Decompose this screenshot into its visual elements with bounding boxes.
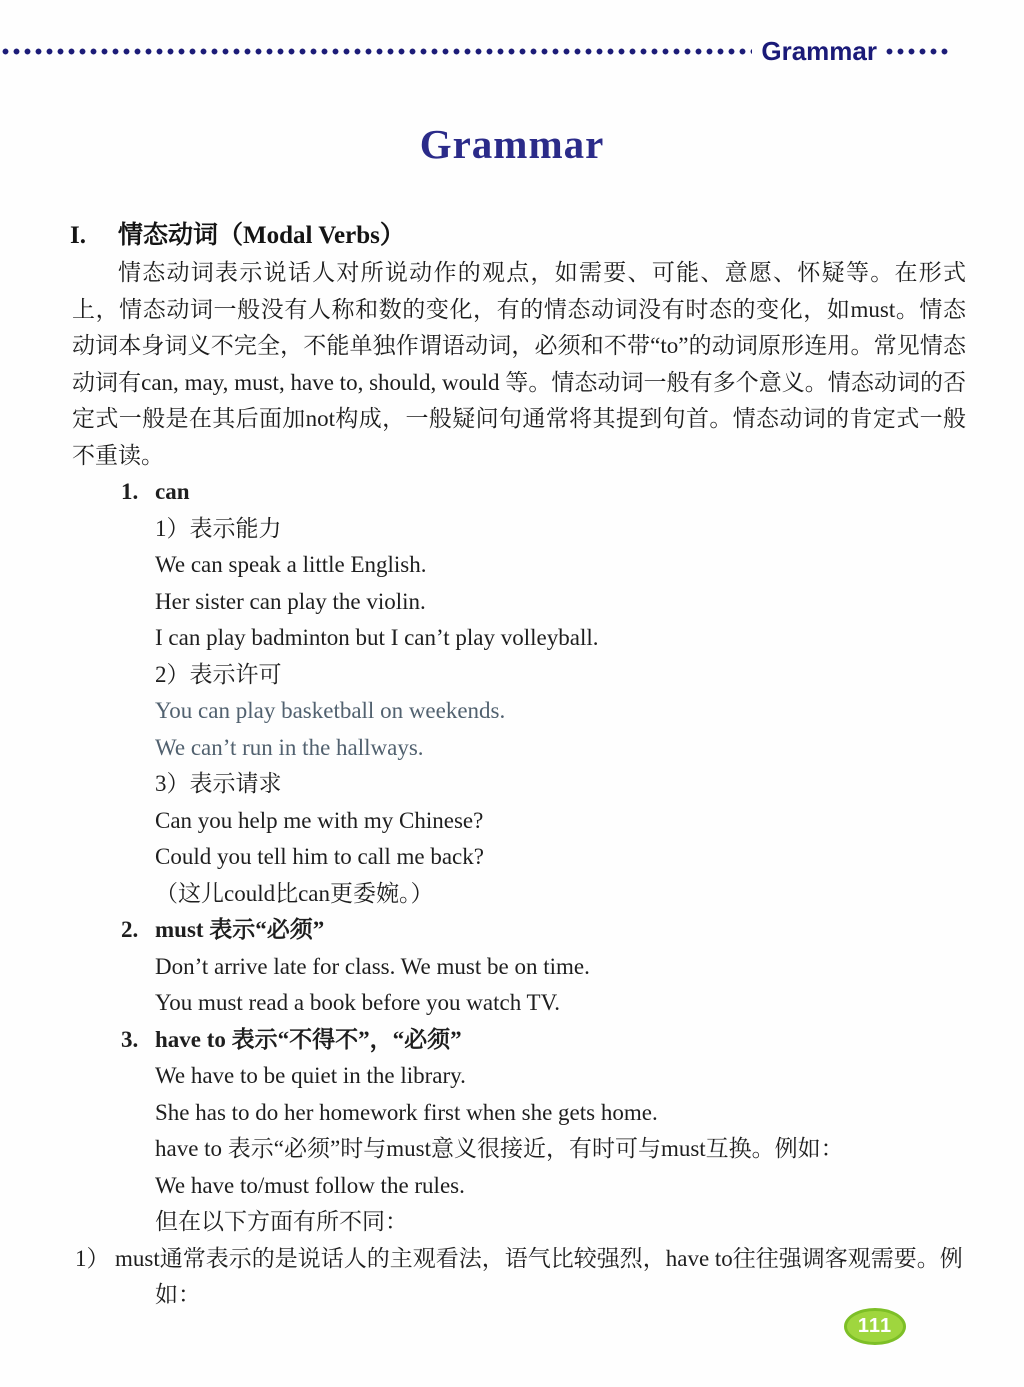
example-sentence [155,949,966,986]
line-text: have to 表示“不得不”，“必须” [155,1026,462,1052]
line-text: can [155,479,190,504]
line-text: I can play badminton but I can’t play volleyball. [155,625,599,650]
line-text: must 表示“必须” [155,917,325,942]
line-text: Can you help me with my Chinese? [155,807,484,833]
line-number: 3. [121,1026,139,1052]
section-number: I. [70,222,86,249]
example-sentence [155,985,966,1022]
example-sentence [155,730,966,767]
body-line [155,1204,966,1241]
line-text: You can play basketball on weekends. [155,698,506,723]
body-line [155,766,966,803]
section-heading [70,218,966,254]
body-line: 1） must通常表示的是说话人的主观看法，语气比较强烈，have to往往强调客观需要。例如： [75,1245,963,1307]
dotted-rule-left [2,48,752,55]
body-line [121,912,966,949]
body-line [121,1022,966,1059]
line-text: We have to/must follow the rules. [155,1172,465,1198]
line-text: must通常表示的是说话人的主观看法，语气比较强烈，have to往往强调客观需要。例如： [115,1245,963,1307]
example-sentence [155,693,966,730]
line-text: Her sister can play the violin. [155,588,426,614]
line-text: We can’t run in the hallways. [155,734,424,760]
line-text: She has to do her homework first when she gets home. [155,1099,658,1125]
body-line [155,657,966,694]
example-sentence [155,547,966,584]
line-text: Don’t arrive late for class. We must be on time. [155,953,590,979]
body-line [155,511,966,548]
dotted-rule-right [886,48,952,55]
line-text: have to 表示“必须”时与must意义很接近，有时可与must互换。例如： [155,1136,844,1161]
line-number: 1. [121,479,139,504]
example-sentence [155,1095,966,1132]
line-text: Could you tell him to call me back? [155,844,484,869]
body-lines [75,474,966,1314]
body-line [155,876,966,913]
header-grammar-label: Grammar [761,36,877,66]
section-heading-text: 情态动词（Modal Verbs） [118,222,405,249]
example-sentence [155,1058,966,1095]
page-header [0,0,1024,64]
body-line [121,474,966,511]
example-sentence [155,1168,966,1205]
example-sentence [155,803,966,840]
example-sentence [155,839,966,876]
body-line [155,1131,966,1168]
line-text: 2）表示许可 [155,661,282,687]
line-number: 2. [121,917,139,942]
line-text: You must read a book before you watch TV. [155,990,561,1015]
example-sentence [155,620,966,657]
line-text: 但在以下方面有所不同： [155,1209,408,1234]
line-text: 1）表示能力 [155,515,282,541]
page-number-badge: 111 [844,1308,906,1345]
line-text: 3）表示请求 [155,771,282,796]
line-text: （这儿could比can更委婉。） [155,880,434,906]
example-sentence [155,584,966,621]
intro-paragraph: 情态动词表示说话人对所说动作的观点，如需要、可能、意愿、怀疑等。在形式上，情态动词一般没有人称和数的变化，有的情态动词没有时态的变化，如must。情态动词本身词义不完全，不能单独作谓语动词，必须和不带“to”的动词原形连用。常见情态动词有can, may, must, have to, should, would 等。情态动词一般有多个意义。情态动词的否定式一般是在其后面加not构成，一般疑问句通常将其提到句首。情态动词的肯定式一般不重读。 [72,260,966,468]
line-text: We can speak a little English. [155,552,427,577]
page-title: Grammar [419,121,605,167]
line-text: We have to be quiet in the library. [155,1063,466,1088]
